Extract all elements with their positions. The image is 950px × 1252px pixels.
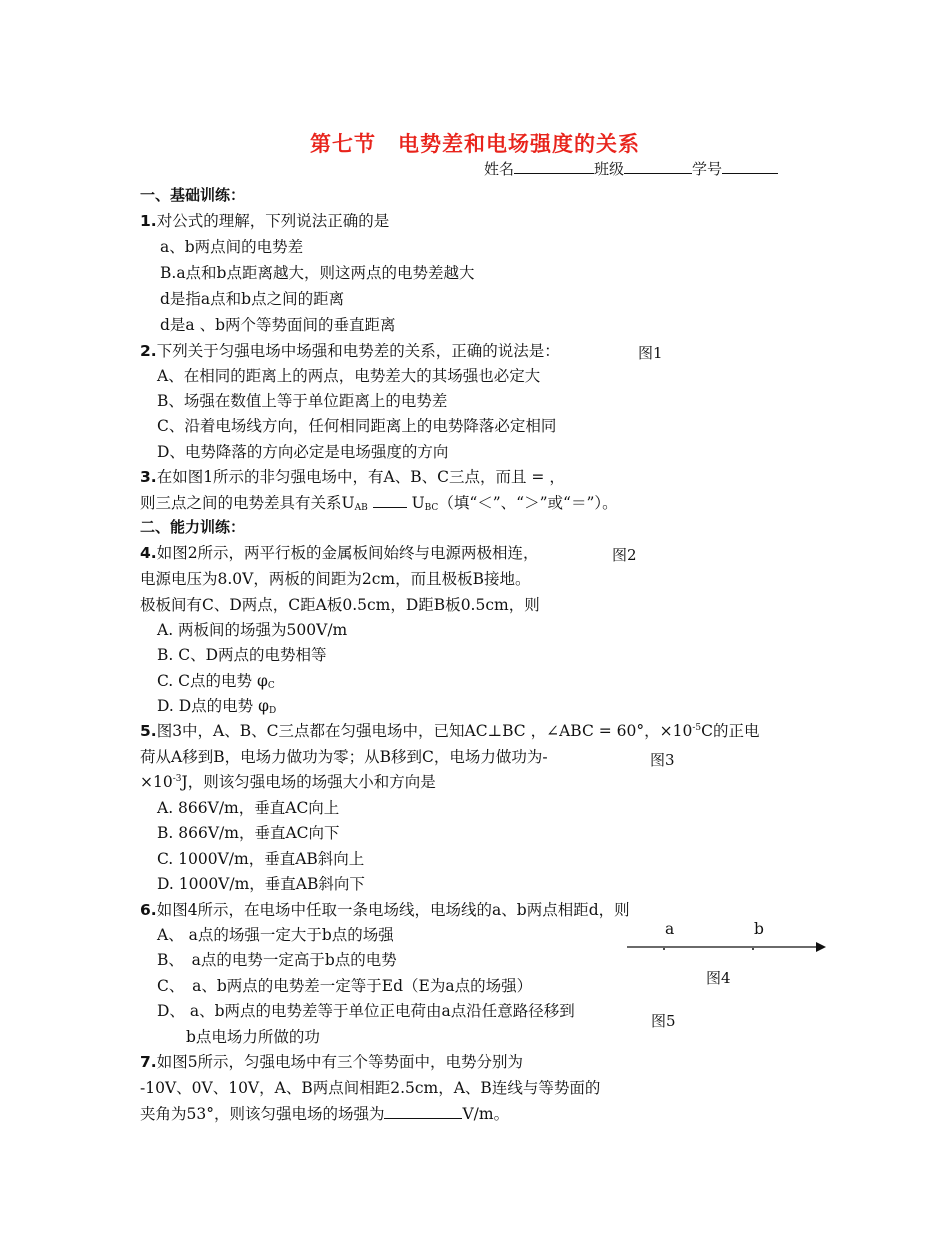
q5-text-1a: 图3中，A、B、C三点都在匀强电场中，已知AC⊥BC ，∠ABC = 60°，×10 (156, 722, 693, 740)
page-title: 第七节 电势差和电场强度的关系 (310, 132, 640, 156)
q1-stem (140, 209, 389, 231)
figure-4-label-b: b (754, 920, 764, 938)
q6-stem (140, 898, 630, 920)
q5-option-b: B. 866V/m，垂直AC向下 (157, 824, 340, 842)
q4-line-1 (140, 541, 539, 563)
q7-text-3a: 夹角为53°，则该匀强电场的场强为 (140, 1105, 385, 1123)
q1-number: 1. (140, 212, 157, 230)
q3-answer-blank[interactable] (373, 507, 407, 508)
q3-line-1 (140, 465, 565, 487)
q3-text-1: 在如图1所示的非匀强电场中，有A、B、C三点，而且 = ， (156, 468, 565, 486)
q6-option-c: C、 a、b两点的电势差一定等于Ed（E为a点的场强） (157, 977, 533, 995)
q6-option-d-continued: b点电场力所做的功 (186, 1028, 320, 1046)
figure-2-caption: 图2 (612, 546, 637, 564)
q2-text: 下列关于匀强电场中场强和电势差的关系，正确的说法是： (156, 342, 560, 360)
q3-text-2b: U (411, 494, 425, 512)
q6-text: 如图4所示，在电场中任取一条电场线，电场线的a、b两点相距d，则 (156, 901, 630, 919)
q4-line-3: 极板间有C、D两点，C距A板0.5cm，D距B板0.5cm，则 (140, 596, 540, 614)
q4-number: 4. (140, 544, 157, 562)
q7-number: 7. (140, 1053, 157, 1071)
q3-text-2a: 则三点之间的电势差具有关系U (140, 494, 355, 512)
class-blank[interactable] (624, 173, 692, 174)
q2-number: 2. (140, 342, 157, 360)
q4-option-d (157, 694, 276, 716)
q4-line-2: 电源电压为8.0V，两板的间距为2cm，而且极板B接地。 (140, 570, 531, 588)
q5-option-a: A. 866V/m，垂直AC向上 (157, 799, 340, 817)
q5-sup-3: -3 (172, 774, 182, 784)
q5-option-c: C. 1000V/m，垂直AB斜向上 (157, 850, 365, 868)
q5-option-d: D. 1000V/m，垂直AB斜向下 (157, 875, 365, 893)
q5-sup-1: -5 (692, 723, 702, 733)
q7-text-1: 如图5所示，匀强电场中有三个等势面中，电势分别为 (156, 1053, 524, 1071)
q4-option-a: A. 两板间的场强为500V/m (157, 621, 348, 639)
q4-option-c-text: C. C点的电势 φ (157, 672, 268, 690)
q4-option-c-sub: C (267, 681, 275, 691)
q7-text-3b: V/m。 (462, 1105, 510, 1123)
name-blank[interactable] (514, 173, 594, 174)
figure-4-caption: 图4 (706, 969, 731, 987)
q4-option-c (157, 669, 275, 691)
q3-sub-ab: AB (354, 503, 368, 513)
point-a-dot (663, 948, 665, 950)
q6-option-d: D、 a、b两点的电势差等于单位正电荷由a点沿任意路径移到 (157, 1002, 575, 1020)
q6-number: 6. (140, 901, 157, 919)
figure-3-caption: 图3 (650, 751, 675, 769)
name-label: 姓名 (484, 160, 515, 178)
q5-text-1b: C的正电 (701, 722, 760, 740)
q5-text-3b: J，则该匀强电场的场强大小和方向是 (181, 773, 436, 791)
q3-line-2 (140, 491, 618, 513)
q2-option-c: C、沿着电场线方向，任何相同距离上的电势降落必定相同 (157, 417, 557, 435)
q7-line-3 (140, 1102, 509, 1124)
q2-option-d: D、电势降落的方向必定是电场强度的方向 (157, 443, 449, 461)
q7-answer-blank[interactable] (384, 1118, 462, 1119)
q1-option-1: a、b两点间的电势差 (160, 238, 304, 256)
q6-option-a: A、 a点的场强一定大于b点的场强 (157, 926, 394, 944)
q1-text: 对公式的理解，下列说法正确的是 (156, 212, 390, 230)
figure-5-caption: 图5 (651, 1012, 676, 1030)
q3-text-2c: （填“＜”、“＞”或“＝”）。 (438, 494, 618, 512)
number-label: 学号 (692, 160, 723, 178)
section-ability-title: 二、能力训练： (140, 518, 246, 536)
figure-4-field-line (625, 938, 830, 956)
q5-number: 5. (140, 722, 157, 740)
q5-line-2: 荷从A移到B，电场力做功为零；从B移到C，电场力做功为- (140, 748, 548, 766)
q1-option-2: B.a点和b点距离越大，则这两点的电势差越大 (160, 264, 475, 282)
number-blank[interactable] (722, 173, 778, 174)
q7-line-1 (140, 1050, 523, 1072)
q2-option-a: A、在相同的距离上的两点，电势差大的其场强也必定大 (157, 367, 541, 385)
field-line-arrowhead (816, 942, 826, 952)
figure-1-caption: 图1 (638, 344, 663, 362)
class-label: 班级 (594, 160, 625, 178)
q5-text-3a: ×10 (140, 773, 173, 791)
figure-4-label-a: a (665, 920, 675, 938)
q4-text-1: 如图2所示，两平行板的金属板间始终与电源两极相连， (156, 544, 539, 562)
q1-option-3: d是指a点和b点之间的距离 (160, 290, 345, 308)
q7-line-2: -10V、0V、10V，A、B两点间相距2.5cm，A、B连线与等势面的 (140, 1079, 601, 1097)
q2-stem (140, 339, 560, 361)
q6-option-b: B、 a点的电势一定高于b点的电势 (157, 951, 397, 969)
point-b-dot (752, 948, 754, 950)
q4-option-b: B. C、D两点的电势相等 (157, 646, 327, 664)
q5-line-3 (140, 770, 436, 792)
q1-option-4: d是a 、b两个等势面间的垂直距离 (160, 316, 396, 334)
q4-option-d-text: D. D点的电势 φ (157, 697, 269, 715)
section-basic-title: 一、基础训练： (140, 186, 246, 204)
q3-sub-bc: BC (424, 503, 439, 513)
q3-number: 3. (140, 468, 157, 486)
q5-line-1 (140, 719, 760, 741)
q2-option-b: B、场强在数值上等于单位距离上的电势差 (157, 392, 448, 410)
q4-option-d-sub: D (268, 706, 277, 716)
student-info (484, 158, 778, 179)
